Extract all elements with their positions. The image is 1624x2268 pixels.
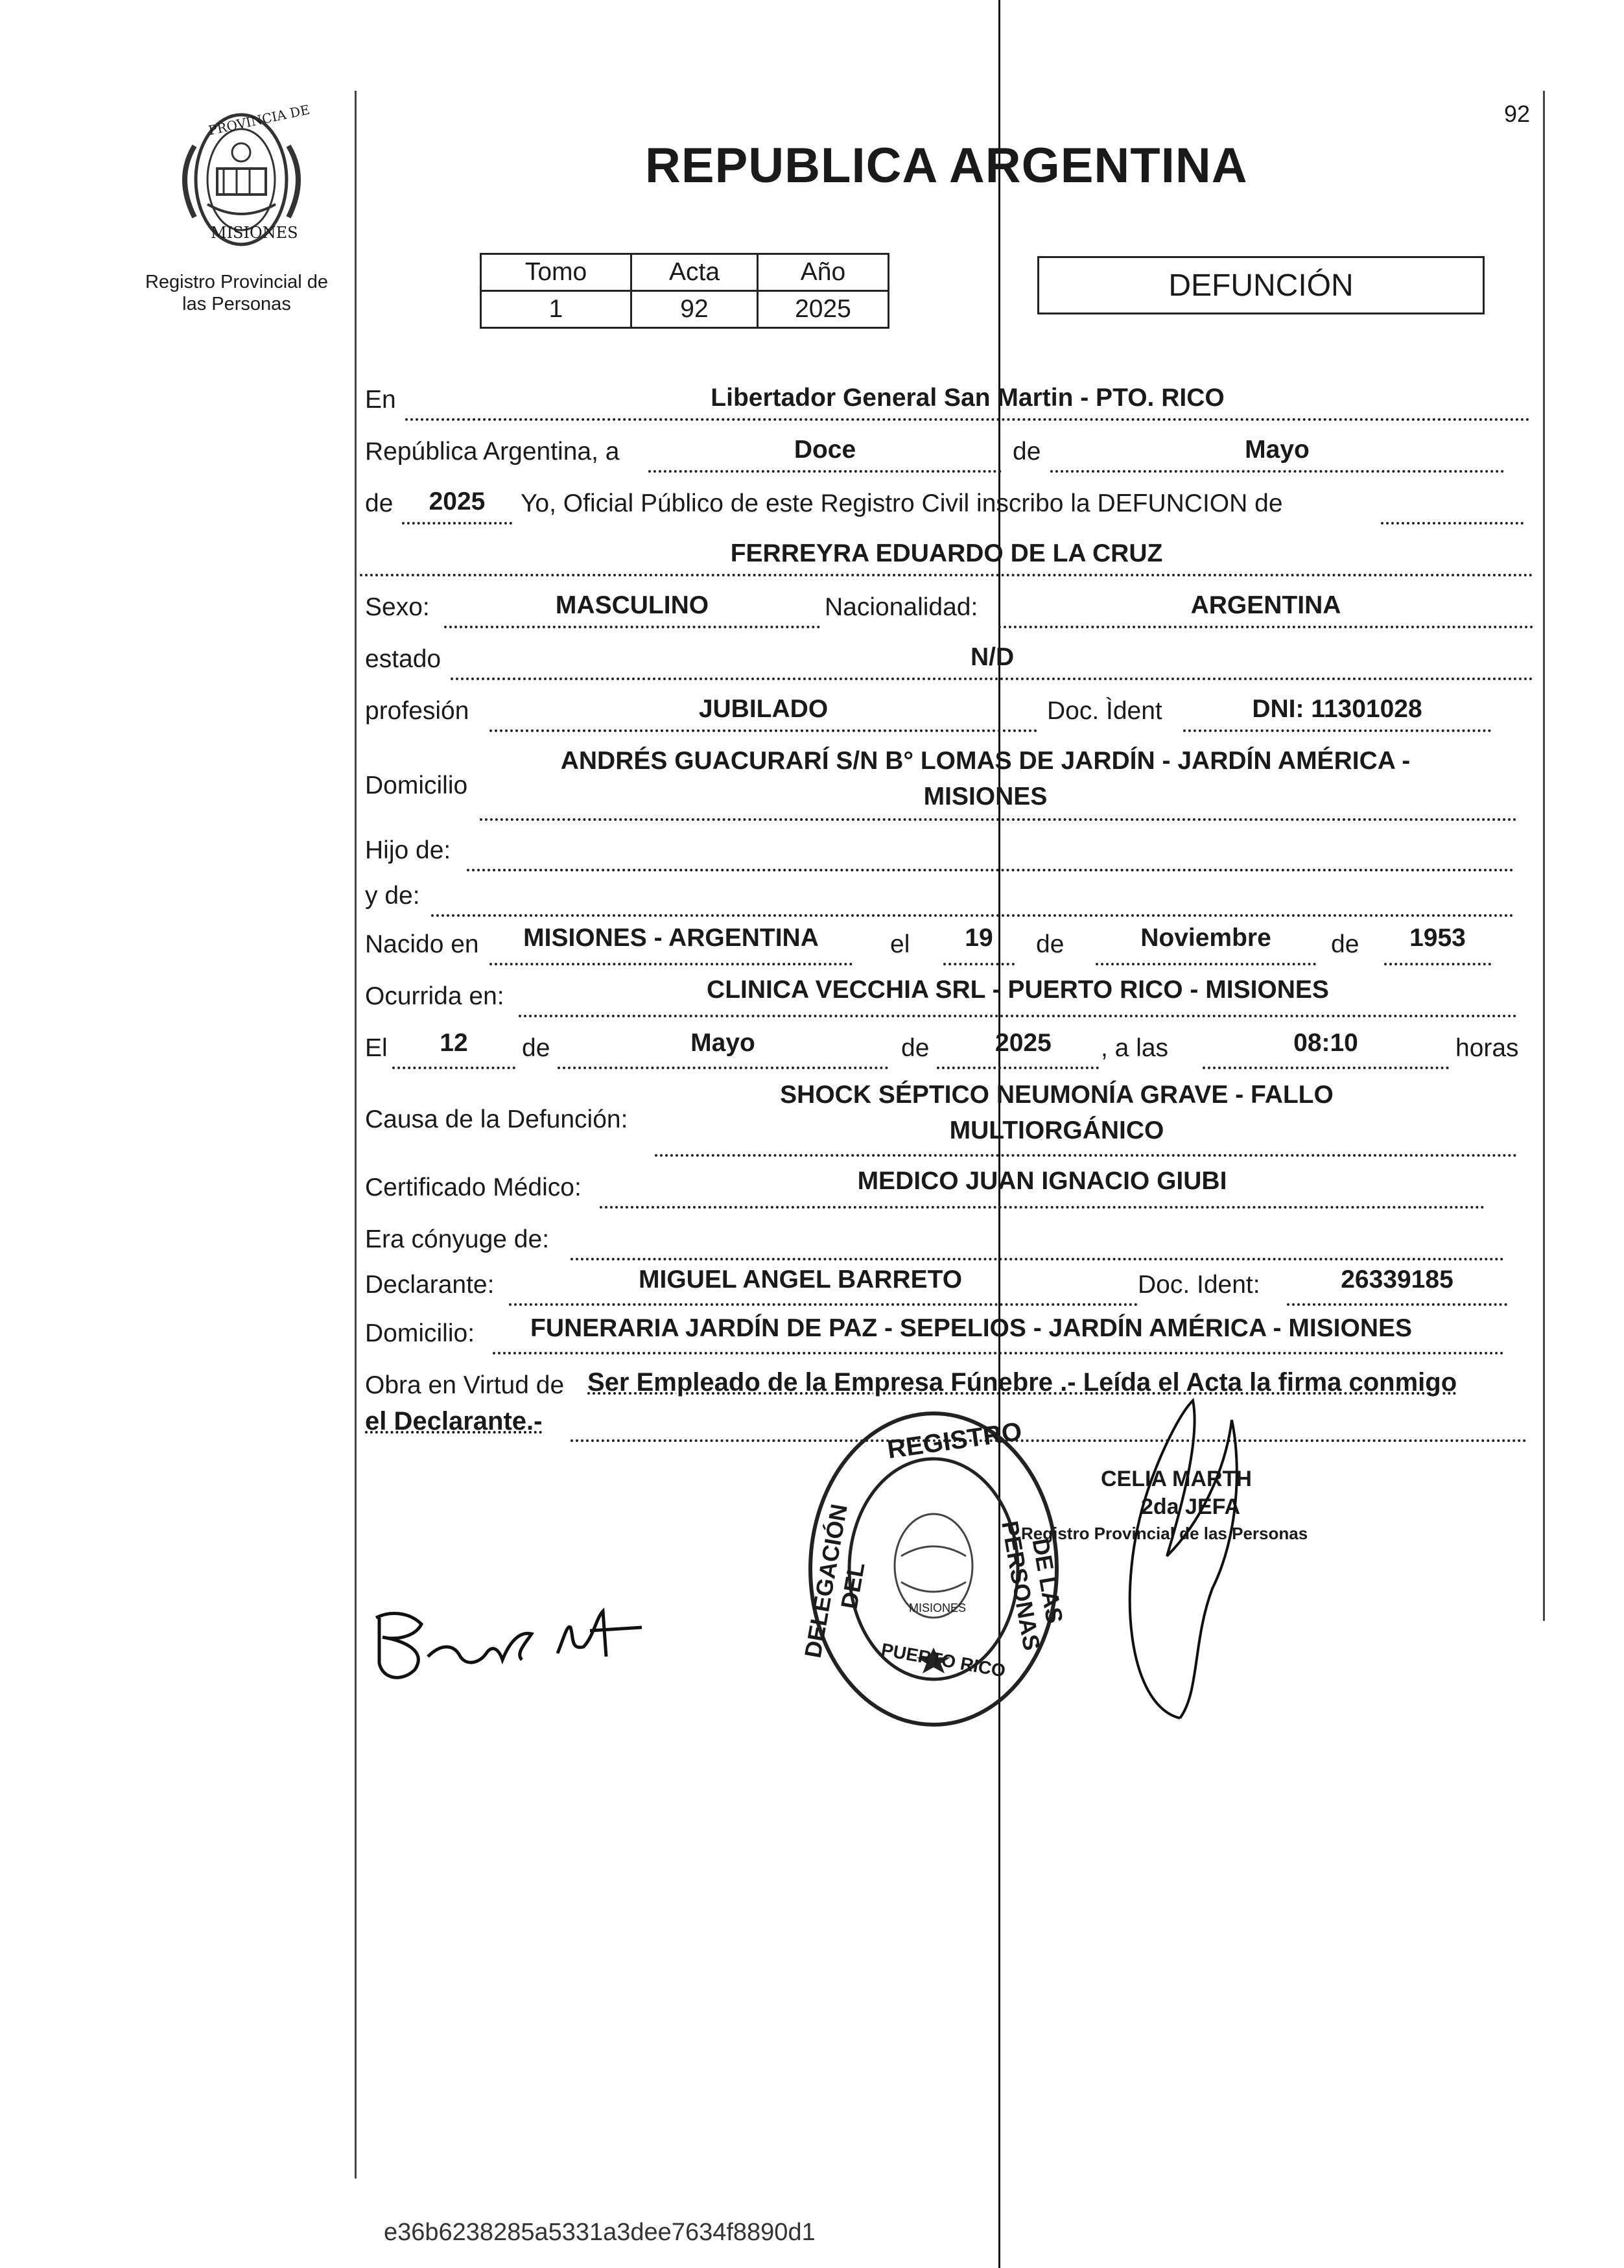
registry-line-2: las Personas — [182, 294, 291, 314]
death-month: Mayo — [690, 1029, 755, 1057]
day-value: Doce — [794, 436, 856, 464]
yo-dotline — [1381, 522, 1524, 525]
birth-year-dotline — [1384, 963, 1491, 965]
hijo-dotline — [467, 869, 1514, 871]
page-title: REPUBLICA ARGENTINA — [645, 138, 1248, 193]
death-year: 2025 — [995, 1029, 1052, 1057]
declarant-signature — [370, 1592, 681, 1695]
declarante-value: MIGUEL ANGEL BARRETO — [639, 1266, 963, 1293]
en-dotline — [405, 418, 1530, 421]
yde-label: y de: — [365, 882, 420, 910]
estado-label: estado — [365, 645, 441, 673]
domicilio2-label: Domicilio: — [365, 1319, 475, 1347]
death-month-dotline — [558, 1067, 888, 1069]
domicilio-line-1: ANDRÉS GUACURARÍ S/N B° LOMAS DE JARDÍN - JARDÍN AMÉRICA - — [560, 747, 1411, 775]
decl-doc-dotline — [1287, 1303, 1507, 1306]
obra-value: Ser Empleado de la Empresa Fúnebre .- Leída el Acta la firma conmigo — [587, 1368, 1457, 1397]
death-de-label-1: de — [522, 1034, 550, 1062]
record-type-box: DEFUNCIÓN — [1037, 256, 1485, 314]
causa-label: Causa de la Defunción: — [365, 1105, 628, 1133]
month-dotline — [1050, 470, 1504, 473]
birth-day: 19 — [965, 924, 993, 952]
de-label: de — [1013, 438, 1041, 466]
doc-ident-value: DNI: 11301028 — [1252, 695, 1422, 723]
declarante-dotline — [509, 1303, 1138, 1306]
birth-day-dotline — [943, 963, 1015, 965]
stamp-bottom-text: PUERTO RICO — [879, 1639, 1007, 1681]
nacionalidad-label: Nacionalidad: — [825, 593, 978, 621]
certificado-value: MEDICO JUAN IGNACIO GIUBI — [857, 1167, 1227, 1195]
birth-month-dotline — [1096, 963, 1316, 965]
death-day: 12 — [440, 1029, 468, 1057]
table-header-acta: Acta — [630, 253, 759, 292]
month-value: Mayo — [1245, 436, 1310, 464]
birth-de-label-1: de — [1036, 930, 1065, 958]
official-signature — [1102, 1394, 1271, 1725]
stamp-top-text: REGISTRO — [885, 1417, 1024, 1465]
stamp-inner-text: MISIONES — [909, 1601, 967, 1614]
causa-line-2: MULTIORGÁNICO — [949, 1116, 1164, 1144]
yo-text: Yo, Oficial Público de este Registro Civil inscribo la DEFUNCION de — [521, 490, 1283, 517]
horas-label: horas — [1455, 1034, 1519, 1062]
stamp-right-text: DE LAS PERSONAS — [996, 1518, 1068, 1653]
declarante-label: Declarante: — [365, 1271, 495, 1299]
name-dotline — [360, 574, 1533, 576]
year-prefix-label: de — [365, 490, 394, 517]
document-hash: e36b6238285a5331a3dee7634f8890d1 — [384, 2219, 816, 2246]
profesion-label: profesión — [365, 697, 469, 725]
nacido-dotline — [489, 963, 853, 965]
registry-line-1: Registro Provincial de — [145, 272, 329, 292]
table-value-tomo: 1 — [480, 290, 632, 329]
estado-dotline — [451, 678, 1533, 680]
death-de-label-2: de — [901, 1034, 930, 1062]
en-label: En — [365, 386, 396, 414]
registry-stamp — [799, 1407, 1068, 1731]
sexo-value: MASCULINO — [555, 591, 709, 619]
doc-ident-dotline — [1183, 729, 1491, 732]
domicilio-line-2: MISIONES — [923, 783, 1048, 810]
nacido-label: Nacido en — [365, 930, 479, 958]
ocurrida-value: CLINICA VECCHIA SRL - PUERTO RICO - MISIONES — [707, 976, 1329, 1004]
table-header-tomo: Tomo — [480, 253, 632, 292]
logo-text-bottom: MISIONES — [211, 224, 298, 242]
death-time: 08:10 — [1293, 1029, 1358, 1057]
domicilio-dotline — [480, 818, 1517, 821]
certificado-label: Certificado Médico: — [365, 1174, 582, 1201]
el-label: el — [890, 930, 910, 958]
birth-month: Noviembre — [1140, 924, 1271, 952]
yde-dotline — [431, 914, 1514, 917]
year-dotline — [402, 522, 512, 525]
birth-de-label-2: de — [1331, 930, 1359, 958]
domicilio2-dotline — [493, 1352, 1504, 1354]
conyuge-dotline — [571, 1258, 1504, 1260]
conyuge-label: Era cónyuge de: — [365, 1225, 550, 1253]
table-value-acta: 92 — [630, 290, 759, 329]
logo-text-top: PROVINCIA DE — [207, 101, 311, 139]
nacionalidad-value: ARGENTINA — [1190, 591, 1341, 619]
sexo-label: Sexo: — [365, 593, 430, 621]
table-header-ano: Año — [757, 253, 889, 292]
profesion-value: JUBILADO — [698, 695, 829, 723]
profesion-dotline — [489, 729, 1037, 732]
nacido-value: MISIONES - ARGENTINA — [523, 924, 819, 952]
a-las-label: , a las — [1101, 1034, 1169, 1062]
ocurrida-label: Ocurrida en: — [365, 982, 504, 1010]
death-time-dotline — [1203, 1067, 1449, 1069]
estado-value: N/D — [971, 643, 1015, 671]
page-number: 92 — [1504, 100, 1531, 127]
death-day-dotline — [392, 1067, 515, 1069]
nacionalidad-dotline — [998, 626, 1533, 628]
domicilio-label: Domicilio — [365, 772, 468, 799]
deceased-name: FERREYRA EDUARDO DE LA CRUZ — [730, 539, 1163, 567]
El-label: El — [365, 1034, 388, 1062]
day-dotline — [648, 470, 1002, 473]
obra-label: Obra en Virtud de — [365, 1371, 565, 1399]
death-year-dotline — [937, 1067, 1099, 1069]
official-name: CELIA MARTH — [1101, 1467, 1252, 1491]
official-title: 2da JEFA — [1141, 1494, 1241, 1519]
decl-doc-label: Doc. Ident: — [1138, 1271, 1260, 1299]
obra-value-2: el Declarante.- — [365, 1407, 543, 1435]
domicilio2-value: FUNERARIA JARDÍN DE PAZ - SEPELIOS - JARDÍN AMÉRICA - MISIONES — [530, 1314, 1413, 1342]
left-margin-line — [355, 91, 357, 2179]
certificado-dotline — [600, 1206, 1485, 1209]
decl-doc-value: 26339185 — [1341, 1266, 1453, 1293]
table-value-ano: 2025 — [757, 290, 889, 329]
en-value: Libertador General San Martin - PTO. RICO — [711, 384, 1225, 412]
registry-name — [126, 271, 347, 315]
right-margin-line — [1543, 91, 1545, 1621]
stamp-left-text: DELEGACIÓN DEL — [799, 1502, 870, 1660]
causa-line-1: SHOCK SÉPTICO NEUMONÍA GRAVE - FALLO — [780, 1081, 1334, 1109]
official-org: Registro Provincial de las Personas — [1021, 1524, 1308, 1543]
hijo-label: Hijo de: — [365, 836, 451, 864]
republica-label: República Argentina, a — [365, 438, 620, 466]
year-value: 2025 — [429, 488, 486, 515]
sexo-dotline — [444, 626, 820, 628]
ocurrida-dotline — [519, 1015, 1517, 1017]
province-logo — [169, 101, 314, 256]
doc-ident-label: Doc. Ìdent — [1047, 697, 1162, 725]
birth-year: 1953 — [1409, 924, 1466, 952]
causa-dotline — [655, 1154, 1517, 1157]
